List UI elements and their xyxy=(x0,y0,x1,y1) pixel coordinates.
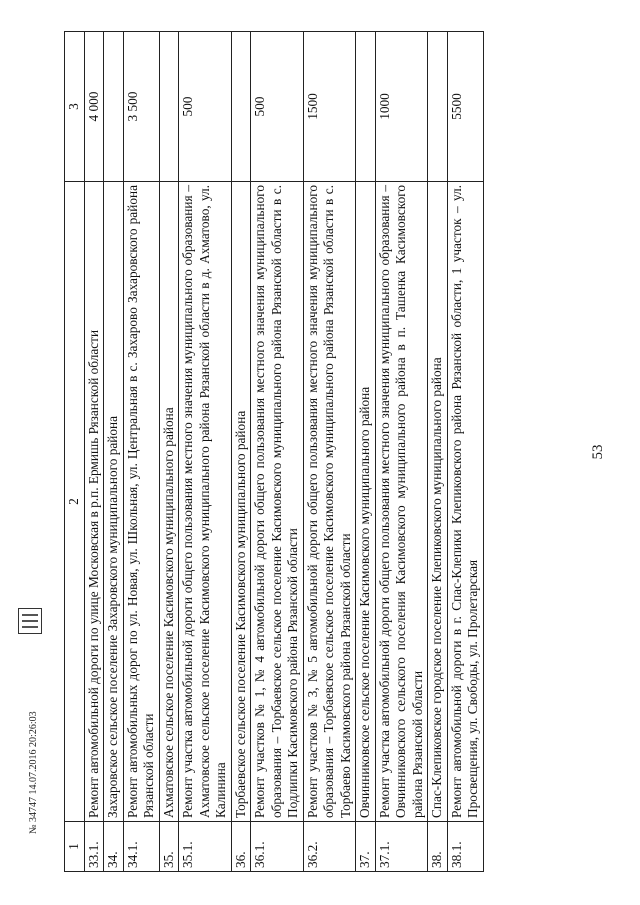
section-title: Ахматовское сельское поселение Касимовского муниципального района xyxy=(159,182,179,822)
table-row xyxy=(375,32,428,872)
row-number: 37.1. xyxy=(375,822,428,872)
section-title: Захаровское сельское поселение Захаровского муниципального района xyxy=(104,182,124,822)
row-number: 36.2. xyxy=(303,822,356,872)
row-number: 34. xyxy=(104,822,124,872)
section-row xyxy=(356,32,376,872)
row-number: 37. xyxy=(356,822,376,872)
section-row xyxy=(104,32,124,872)
work-description: Ремонт участков № 3, № 5 автомобильной дороги общего пользования местного значения муниципального образования – Торбаевское сельское поселение Касимовского муниципального района Рязанской области в с. Торбаево Касимовского района Рязанской области xyxy=(303,182,356,822)
table-row xyxy=(179,32,232,872)
amount-cell xyxy=(428,32,448,182)
row-number: 35. xyxy=(159,822,179,872)
row-number: 38.1. xyxy=(447,822,483,872)
amount-cell: 3 500 xyxy=(123,32,159,182)
work-description: Ремонт автомобильной дороги в г. Спас-Клепики Клепиковского района Рязанской области, 1 участок – ул. Просвещения, ул. Свободы, ул. Пролетарская xyxy=(447,182,483,822)
table-header-row xyxy=(65,32,85,872)
header-cell-1: 1 xyxy=(65,822,85,872)
amount-cell: 500 xyxy=(179,32,232,182)
document-registration-text: № 34747 14.07.2016 20:26:03 xyxy=(28,711,39,834)
section-title: Овчинниковское сельское поселение Касимовского муниципального района xyxy=(356,182,376,822)
table-row xyxy=(84,32,104,872)
section-title: Торбаевское сельское поселение Касимовского муниципального района xyxy=(231,182,251,822)
section-row xyxy=(231,32,251,872)
header-cell-3: 3 xyxy=(65,32,85,182)
row-number: 34.1. xyxy=(123,822,159,872)
road-repair-table xyxy=(64,31,484,872)
table-row xyxy=(251,32,304,872)
table-row xyxy=(447,32,483,872)
rotated-page xyxy=(64,32,606,872)
amount-cell xyxy=(104,32,124,182)
section-title: Спас-Клепиковское городское поселение Клепиковского муниципального района xyxy=(428,182,448,822)
row-number: 35.1. xyxy=(179,822,232,872)
work-description: Ремонт участка автомобильной дороги общего пользования местного значения муниципального образования – Овчинниковского сельского поселения Касимовского муниципального района в п. Ташенка Касимовского района Рязанской области xyxy=(375,182,428,822)
work-description: Ремонт автомобильной дороги по улице Московская в р.п. Ермишь Рязанской области xyxy=(84,182,104,822)
amount-cell: 1500 xyxy=(303,32,356,182)
row-number: 33.1. xyxy=(84,822,104,872)
header-cell-2: 2 xyxy=(65,182,85,822)
row-number: 38. xyxy=(428,822,448,872)
section-row xyxy=(428,32,448,872)
table-row xyxy=(303,32,356,872)
row-number: 36.1. xyxy=(251,822,304,872)
amount-cell: 5500 xyxy=(447,32,483,182)
amount-cell: 500 xyxy=(251,32,304,182)
section-row xyxy=(159,32,179,872)
table-row xyxy=(123,32,159,872)
work-description: Ремонт автомобильных дорог по ул. Новая, ул. Школьная, ул. Центральная в с. Захарово Захаровского района Рязанской области xyxy=(123,182,159,822)
row-number: 36. xyxy=(231,822,251,872)
document-stamp-icon xyxy=(18,608,42,634)
amount-cell xyxy=(231,32,251,182)
amount-cell xyxy=(159,32,179,182)
page-number: 53 xyxy=(590,444,606,460)
amount-cell: 4 000 xyxy=(84,32,104,182)
amount-cell: 1000 xyxy=(375,32,428,182)
amount-cell xyxy=(356,32,376,182)
work-description: Ремонт участка автомобильной дороги общего пользования местного значения муниципального образования – Ахматовское сельское поселение Касимовского муниципального района Рязанской области в д. Ахматово, ул. Калинина xyxy=(179,182,232,822)
work-description: Ремонт участков № 1, № 4 автомобильной дороги общего пользования местного значения муниципального образования – Торбаевское сельское поселение Касимовского муниципального района Рязанской области в с. Подлипки Касимовского района Рязанской области xyxy=(251,182,304,822)
